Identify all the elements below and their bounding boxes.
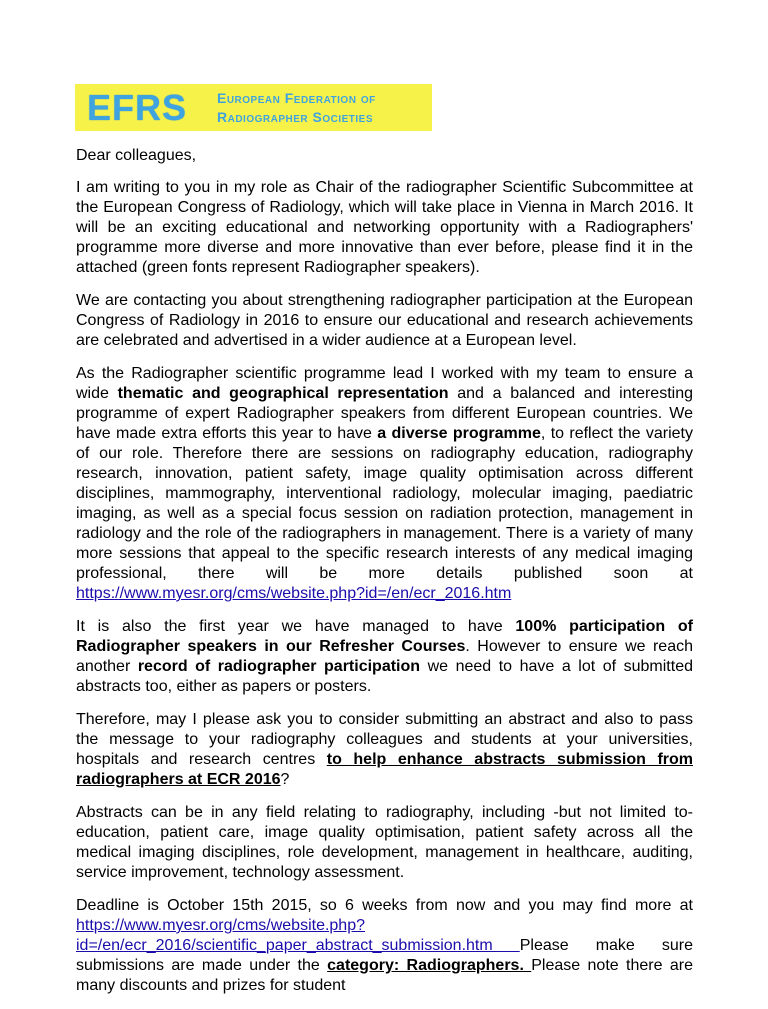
letter-body <box>76 146 693 1009</box>
logo-line-2: Radiographer Societies <box>217 108 374 125</box>
text-run: It is also the first year we have managed to have <box>76 618 516 635</box>
greeting: Dear colleagues, <box>76 147 197 164</box>
text-run: and a balanced and interesting programme of expert Radiographer speakers from different European countries. We have made extra efforts this year to have <box>76 385 694 442</box>
logo-line-1: European Federation of <box>217 89 376 106</box>
logo-abbreviation: EFRS <box>87 86 188 128</box>
emphasis-category: category: Radiographers. <box>327 957 532 974</box>
emphasis-enhance: to help enhance abstracts submission from radiographers at ECR 2016 <box>76 751 693 788</box>
paragraph-fields: Abstracts can be in any field relating to radiography, including -but not limited to- education, patient care, image quality optimisation, patient safety across all the medical imaging disciplines, role development, management in healthcare, auditing, service improvement, technology assessment. <box>76 804 693 881</box>
text-run: . However to ensure we reach another <box>76 638 694 675</box>
emphasis-diverse: a diverse programme <box>377 425 541 442</box>
efrs-logo <box>75 84 432 131</box>
ecr-2016-link[interactable]: https://www.myesr.org/cms/website.php?id=/en/ecr_2016.htm <box>76 585 512 602</box>
text-run: Please make sure submissions are made under the <box>76 937 694 974</box>
paragraph-deadline <box>76 896 693 996</box>
text-run: Therefore, may I please ask you to consider submitting an abstract and also to pass the message to your radiography colleagues and students at your universities, hospitals and research centres <box>76 711 693 768</box>
text-run: Deadline is October 15th 2015, so 6 weeks from now and you may find more at <box>76 897 693 914</box>
text-run: As the Radiographer scientific programme lead I worked with my team to ensure a wide <box>76 365 693 402</box>
paragraph-participation <box>76 617 693 697</box>
text-run: we need to have a lot of submitted abstracts too, either as papers or posters. <box>76 658 693 695</box>
text-run: Please note there are many discounts and prizes for student <box>76 957 693 994</box>
emphasis-record: record of radiographer participation <box>137 658 421 675</box>
text-run: ? <box>280 771 290 788</box>
logo-fullname <box>217 89 376 127</box>
abstract-submission-link[interactable]: https://www.myesr.org/cms/website.php?id=/en/ecr_2016/scientific_paper_abstract_submission.htm <box>76 917 520 954</box>
paragraph-request <box>76 710 693 790</box>
paragraph-intro: I am writing to you in my role as Chair of the radiographer Scientific Subcommittee at the European Congress of Radiology, which will take place in Vienna in March 2016. It will be an exciting educational and networking opportunity with a Radiographers' programme more diverse and more innovative than ever before, please find it in the attached (green fonts represent Radiographer speakers). <box>76 179 693 276</box>
paragraph-programme <box>76 364 693 604</box>
emphasis-thematic: thematic and geographical representation <box>117 385 449 402</box>
paragraph-purpose: We are contacting you about strengthening radiographer participation at the European Congress of Radiology in 2016 to ensure our educational and research achievements are celebrated and advertised in a wider audience at a European level. <box>76 292 693 349</box>
emphasis-refresher: 100% participation of Radiographer speakers in our Refresher Courses <box>76 618 693 655</box>
text-run: , to reflect the variety of our role. Therefore there are sessions on radiography education, radiography research, innovation, patient safety, image quality optimisation across different disciplines, mammography, interventional radiology, molecular imaging, paediatric imaging, as well as a special focus session on radiation protection, management in radiology and the role of the radiographers in management. There is a variety of many more sessions that appeal to the specific research interests of any medical imaging professional, there will be more details published soon at <box>76 425 693 582</box>
